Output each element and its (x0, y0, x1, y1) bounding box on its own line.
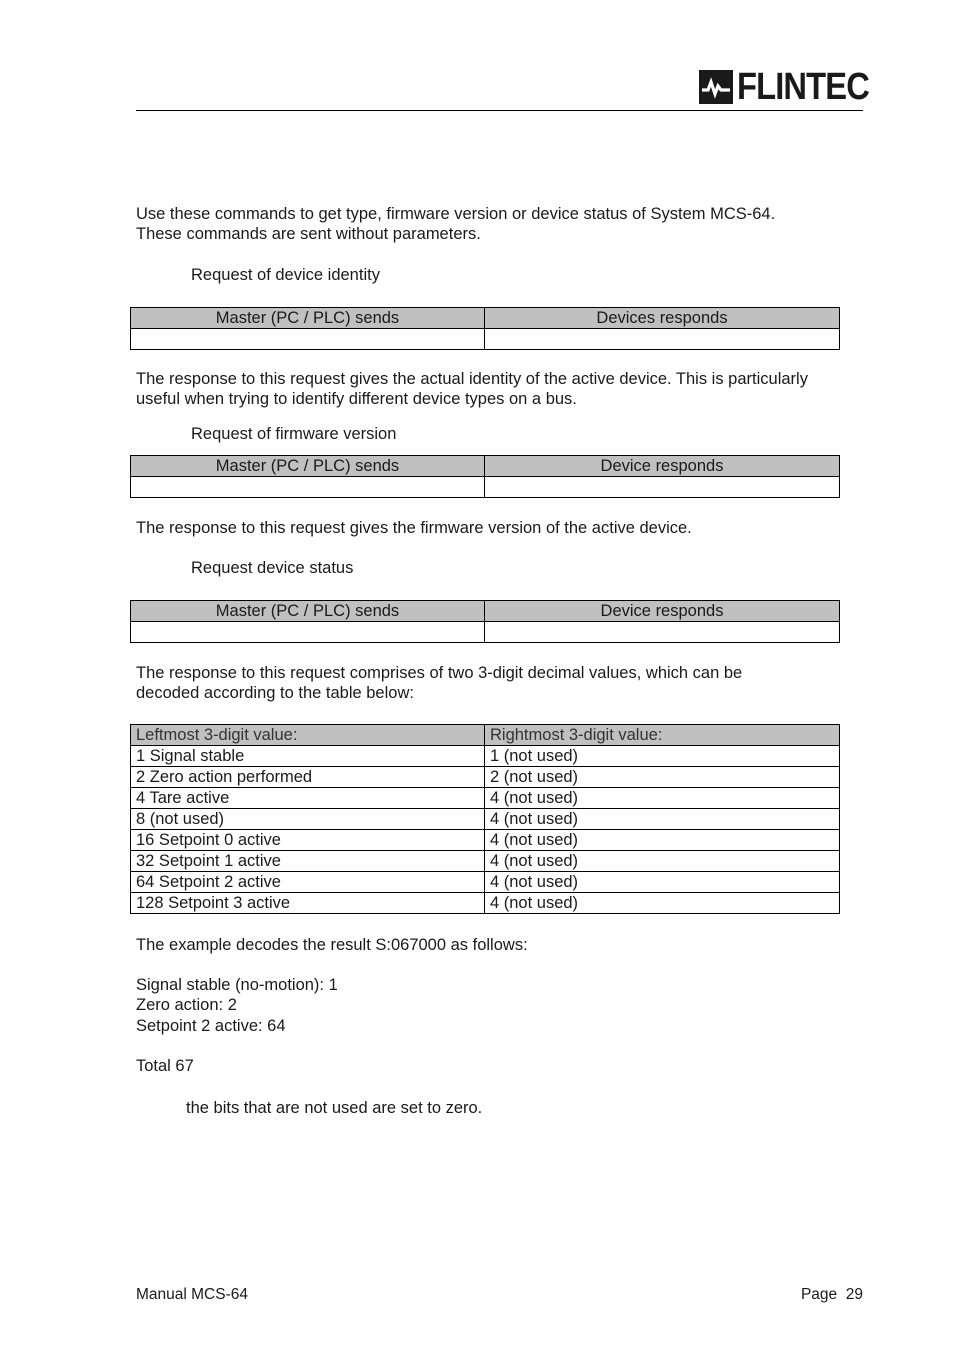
table-row (131, 851, 840, 872)
intro-line-2: These commands are sent without parameters. (136, 225, 481, 243)
table-cell: 16 Setpoint 0 active (131, 830, 485, 851)
table-cell (131, 477, 485, 498)
status-response-line-1: The response to this request comprises of two 3-digit decimal values, which can be (136, 664, 743, 682)
table-cell: 4 (not used) (485, 872, 840, 893)
footer-manual-name: Manual MCS-64 (136, 1286, 248, 1303)
status-command-table (130, 600, 840, 643)
table-row (131, 746, 840, 767)
table-header-row (131, 601, 840, 622)
table-row (131, 893, 840, 914)
table-header-cell: Master (PC / PLC) sends (131, 456, 485, 477)
intro-line-1: Use these commands to get type, firmware version or device status of System MCS-64. (136, 205, 776, 223)
table-cell: 4 (not used) (485, 788, 840, 809)
table-row (131, 622, 840, 643)
table-cell: 4 (not used) (485, 851, 840, 872)
firmware-command-table (130, 455, 840, 498)
example-line: Signal stable (no-motion): 1 (136, 976, 338, 994)
section-heading-status: Request device status (191, 559, 354, 577)
example-note: the bits that are not used are set to zero. (186, 1099, 483, 1117)
table-cell: 2 (not used) (485, 767, 840, 788)
flintec-logo (699, 66, 869, 108)
table-cell (485, 622, 840, 643)
table-cell: 4 Tare active (131, 788, 485, 809)
table-cell: 4 (not used) (485, 830, 840, 851)
table-cell (485, 329, 840, 350)
table-header-cell: Devices responds (485, 308, 840, 329)
header-rule (136, 110, 863, 111)
table-row (131, 477, 840, 498)
table-header-cell: Master (PC / PLC) sends (131, 308, 485, 329)
footer-page-number: Page 29 (800, 1286, 863, 1303)
table-header-row (131, 456, 840, 477)
identity-command-table (130, 307, 840, 350)
table-cell: 4 (not used) (485, 893, 840, 914)
identity-response-line-2: useful when trying to identify different device types on a bus. (136, 390, 577, 408)
example-intro: The example decodes the result S:067000 as follows: (136, 936, 528, 954)
example-line: Setpoint 2 active: 64 (136, 1017, 286, 1035)
table-cell (485, 477, 840, 498)
example-line: Zero action: 2 (136, 996, 237, 1014)
table-row (131, 830, 840, 851)
table-cell: 64 Setpoint 2 active (131, 872, 485, 893)
table-header-cell: Device responds (485, 456, 840, 477)
table-cell: 1 (not used) (485, 746, 840, 767)
table-header-cell: Rightmost 3-digit value: (485, 725, 840, 746)
table-header-cell: Master (PC / PLC) sends (131, 601, 485, 622)
table-row (131, 329, 840, 350)
status-response-line-2: decoded according to the table below: (136, 684, 414, 702)
firmware-response-line: The response to this request gives the firmware version of the active device. (136, 519, 692, 537)
table-row (131, 788, 840, 809)
table-header-cell: Leftmost 3-digit value: (131, 725, 485, 746)
table-cell: 128 Setpoint 3 active (131, 893, 485, 914)
table-cell: 4 (not used) (485, 809, 840, 830)
identity-response-line-1: The response to this request gives the actual identity of the active device. This is particularly (136, 370, 808, 388)
logo-text: FLINTEC (737, 66, 869, 108)
table-row (131, 767, 840, 788)
table-header-row (131, 725, 840, 746)
table-header-cell: Device responds (485, 601, 840, 622)
table-cell (131, 622, 485, 643)
table-cell: 2 Zero action performed (131, 767, 485, 788)
table-cell (131, 329, 485, 350)
table-row (131, 809, 840, 830)
example-total: Total 67 (136, 1057, 194, 1075)
section-heading-identity: Request of device identity (191, 266, 380, 284)
table-cell: 8 (not used) (131, 809, 485, 830)
wave-icon (699, 70, 733, 104)
status-decode-table (130, 724, 840, 914)
section-heading-firmware: Request of firmware version (191, 425, 397, 443)
table-cell: 32 Setpoint 1 active (131, 851, 485, 872)
table-header-row (131, 308, 840, 329)
table-row (131, 872, 840, 893)
table-cell: 1 Signal stable (131, 746, 485, 767)
